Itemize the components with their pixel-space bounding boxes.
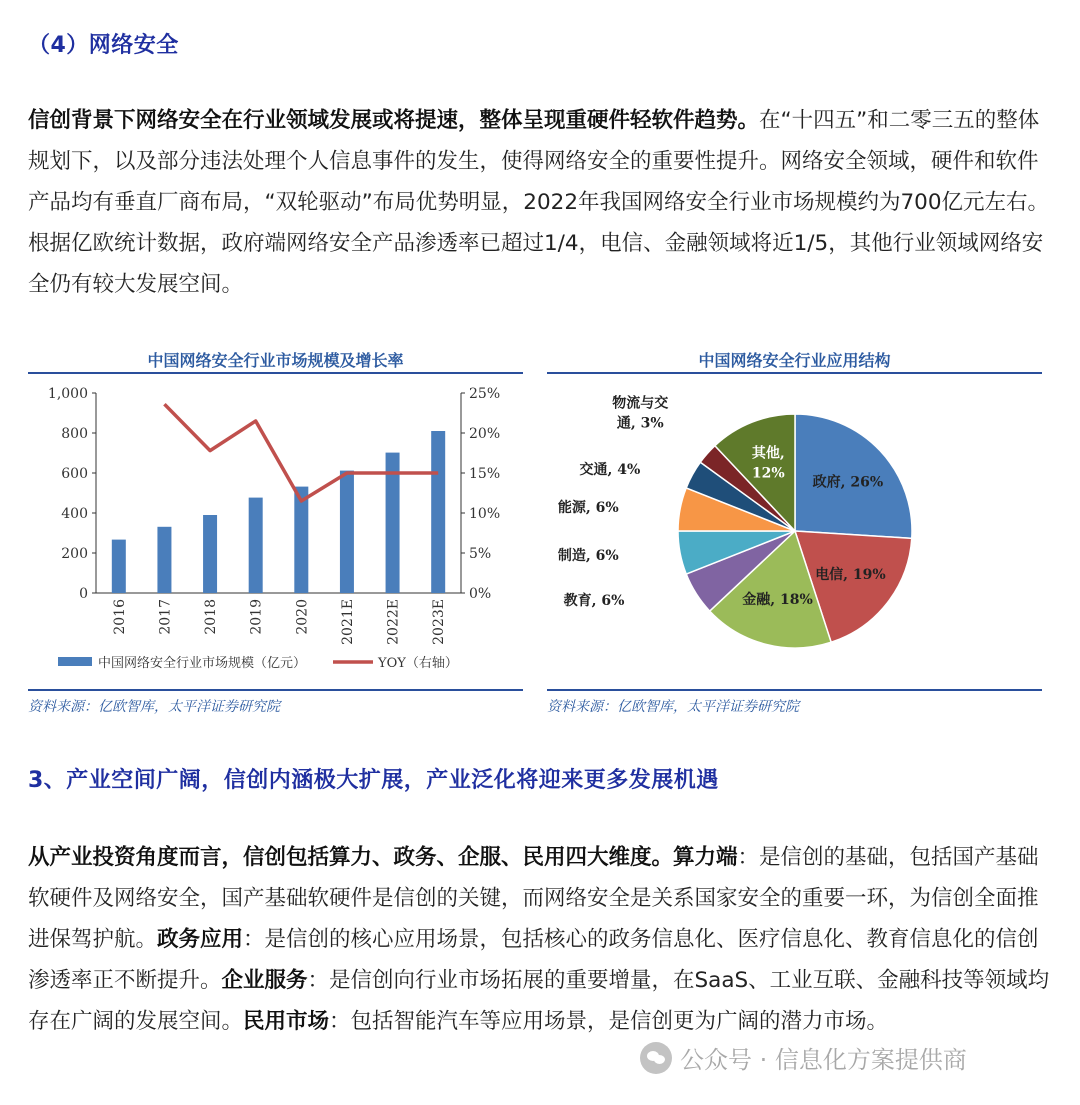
- bold-compute: 算力端: [673, 845, 738, 870]
- bar: [431, 431, 445, 593]
- y-tick-label: 800: [61, 426, 88, 442]
- legend-label-bar: 中国网络安全行业市场规模（亿元）: [98, 656, 307, 671]
- text-compute: ：是信创的基础，包括国产基础软硬件及网络安全，国产基础软硬件是信创的关键，而网络安全是关系国家安全的重要一环，为信创全面推进保驾护航。: [28, 845, 1039, 952]
- y2-tick-label: 20%: [469, 426, 501, 442]
- industry-paragraph: [28, 837, 1058, 1042]
- x-tick-label: 2022E: [385, 599, 402, 645]
- section-heading-industry-space: 3、产业空间广阔，信创内涵极大扩展，产业泛化将迎来更多发展机遇: [28, 768, 719, 793]
- pie-slice-label: 金融, 18%: [742, 591, 813, 608]
- pie-chart-top-rule: [547, 372, 1042, 374]
- x-tick-label: 2018: [203, 599, 220, 635]
- legend-label-line: YOY（右轴）: [378, 656, 458, 671]
- x-tick-label: 2023E: [431, 599, 448, 645]
- paragraph-body: 在“十四五”和二零三五的整体规划下，以及部分违法处理个人信息事件的发生，使得网络安全的重要性提升。网络安全领域，硬件和软件产品均有垂直厂商布局，“双轮驱动”布局优势明显，2022年我国网络安全行业市场规模约为700亿元左右。根据亿欧统计数据，政府端网络安全产品渗透率已超过1/4，电信、金融领域将近1/5，其他行业领域网络安全仍有较大发展空间。: [28, 108, 1050, 297]
- y2-tick-label: 0%: [469, 586, 492, 602]
- bold-government: 政务应用: [157, 927, 244, 952]
- pie-slice-label: 制造, 6%: [557, 548, 619, 565]
- x-tick-label: 2017: [157, 599, 174, 635]
- y-tick-label: 0: [79, 586, 88, 602]
- bar-chart-source: 资料来源：亿欧智库，太平洋证券研究院: [28, 699, 280, 715]
- bar-chart-title: 中国网络安全行业市场规模及增长率: [147, 351, 404, 370]
- market-size-chart: [28, 376, 523, 686]
- y2-tick-label: 25%: [469, 386, 501, 402]
- pie-slice-label: 电信, 19%: [815, 567, 886, 584]
- x-tick-label: 2019: [248, 599, 265, 635]
- x-tick-label: 2021E: [339, 599, 356, 645]
- bar: [203, 515, 217, 593]
- pie-slice-label: 政府, 26%: [812, 474, 884, 491]
- pie-slice-label: 其他, 12%: [751, 445, 785, 482]
- y-tick-label: 1,000: [47, 386, 88, 402]
- network-security-paragraph: [28, 100, 1058, 305]
- pie-chart-bottom-rule: [547, 689, 1042, 691]
- x-tick-label: 2020: [294, 599, 311, 635]
- y-tick-label: 400: [61, 506, 88, 522]
- x-tick-label: 2016: [111, 599, 128, 635]
- y-tick-label: 200: [61, 546, 88, 562]
- y2-tick-label: 10%: [469, 506, 501, 522]
- bold-civil: 民用市场: [243, 1009, 330, 1034]
- pie-slice-label: 物流与交通, 3%: [612, 395, 669, 432]
- wechat-icon: [640, 1042, 672, 1074]
- text-government: ：是信创的核心应用场景，包括核心的政务信息化、医疗信息化、教育信息化的信创渗透率正不断提升。: [28, 927, 1039, 993]
- bar: [157, 527, 171, 593]
- bar: [249, 498, 263, 593]
- bar-chart-bottom-rule: [28, 689, 523, 691]
- section-heading-network-security: （4）网络安全: [28, 33, 179, 58]
- legend-swatch-bar: [58, 657, 92, 666]
- bar: [340, 471, 354, 593]
- bar: [112, 540, 126, 593]
- pie-slice-label: 教育, 6%: [563, 593, 625, 610]
- watermark: [640, 1040, 967, 1075]
- pie-slice-label: 交通, 4%: [579, 461, 641, 478]
- y2-tick-label: 15%: [469, 466, 501, 482]
- pie-slice-label: 能源, 6%: [557, 499, 619, 516]
- pie-chart-title: 中国网络安全行业应用结构: [698, 351, 891, 370]
- pie-chart-source: 资料来源：亿欧智库，太平洋证券研究院: [547, 699, 799, 715]
- y-tick-label: 600: [61, 466, 88, 482]
- bold-lead: 从产业投资角度而言，信创包括算力、政务、企服、民用四大维度。: [28, 845, 674, 870]
- paragraph-bold-lead: 信创背景下网络安全在行业领域发展或将提速，整体呈现重硬件轻软件趋势。: [28, 108, 760, 133]
- bold-enterprise: 企业服务: [221, 968, 308, 993]
- application-structure-pie: [547, 376, 1042, 686]
- y2-tick-label: 5%: [469, 546, 492, 562]
- text-enterprise: ：是信创向行业市场拓展的重要增量，在SaaS、工业互联、金融科技等领域均存在广阔的发展空间。: [28, 968, 1050, 1034]
- watermark-text: 公众号 · 信息化方案提供商: [680, 1046, 967, 1074]
- text-civil: ：包括智能汽车等应用场景，是信创更为广阔的潜力市场。: [329, 1009, 889, 1034]
- bar-chart-top-rule: [28, 372, 523, 374]
